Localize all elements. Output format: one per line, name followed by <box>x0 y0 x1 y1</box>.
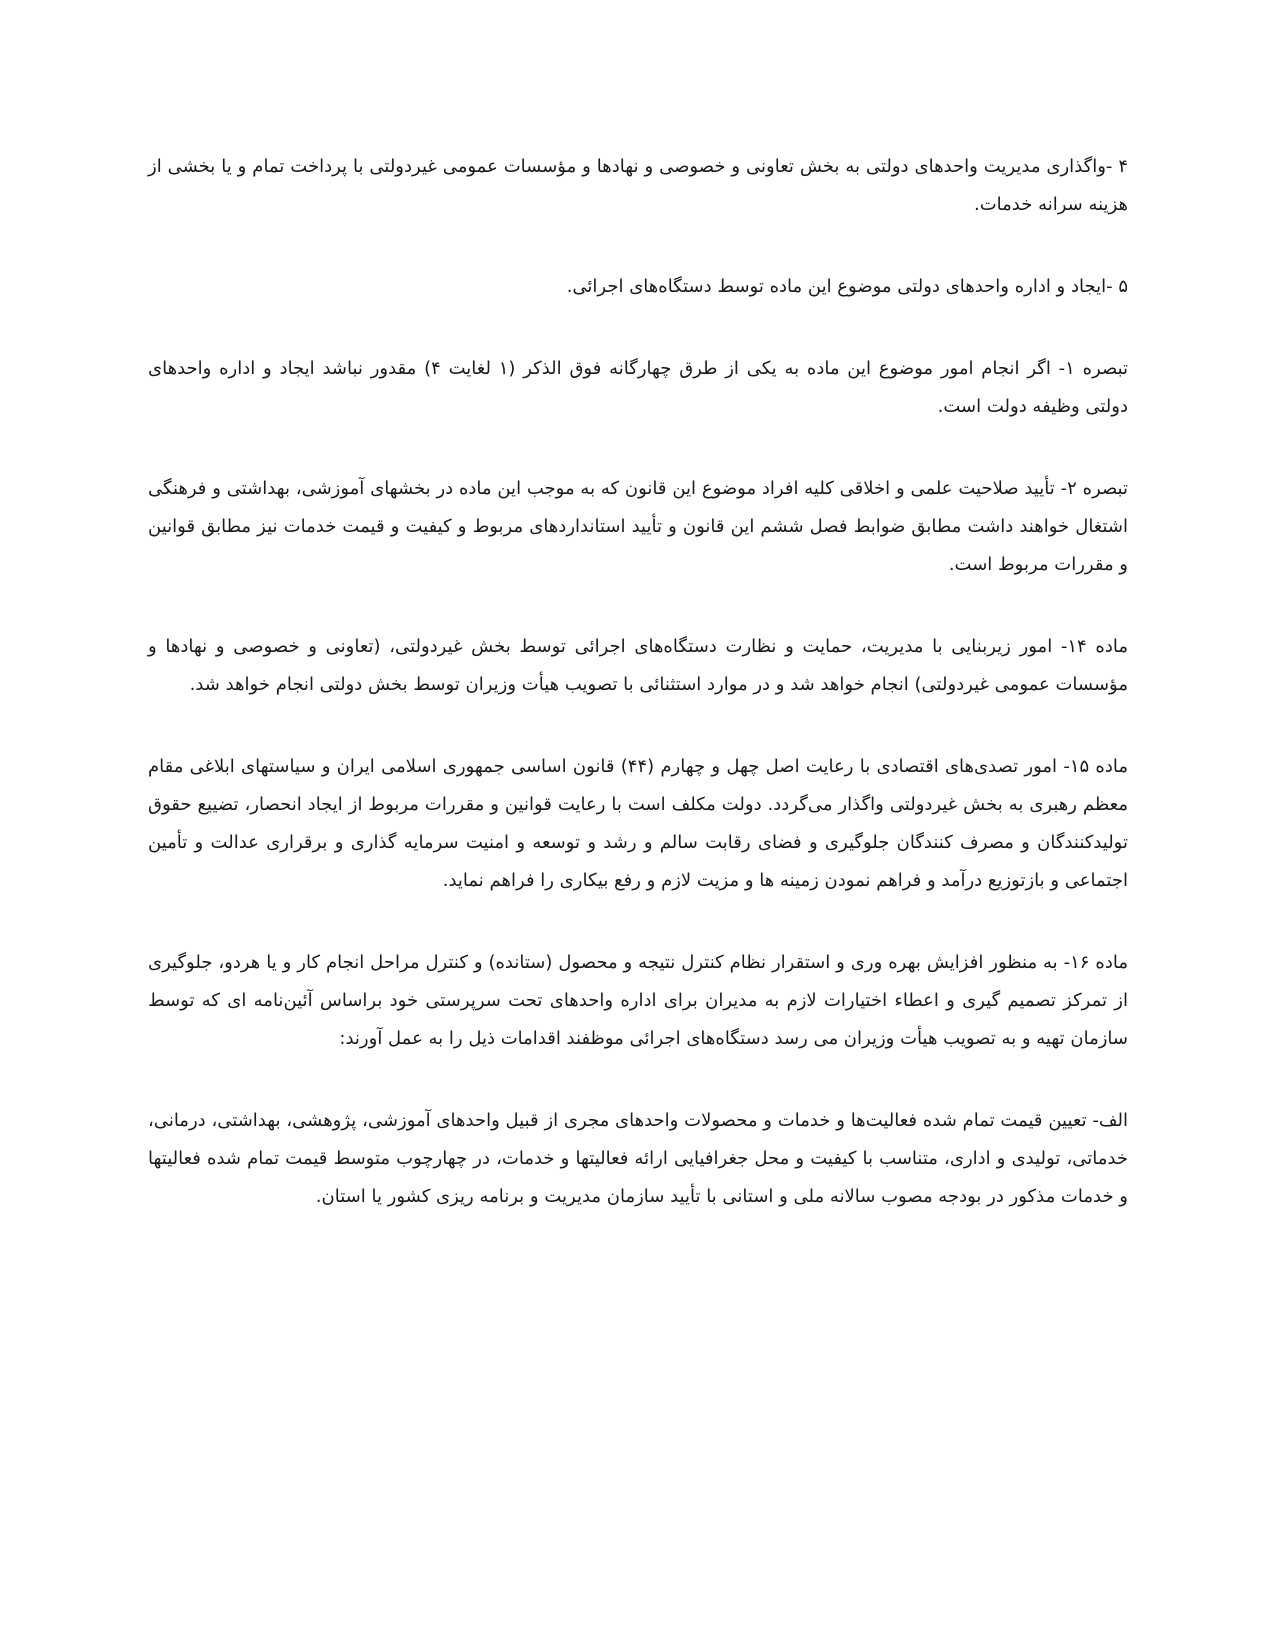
note-1: تبصره ۱- اگر انجام امور موضوع این ماده به یکی از طرق چهارگانه فوق الذکر (۱ لغایت ۴) مقدور نباشد ایجاد و اداره واحدهای دولتی وظیفه دولت است. <box>148 358 1129 417</box>
article-14: ماده ۱۴- امور زیربنایی با مدیریت، حمایت و نظارت دستگاه‌های اجرائی توسط بخش غیردولتی، (تعاونی و خصوصی و نهادها و مؤسسات عمومی غیردولتی) انجام خواهد شد و در موارد استثنائی با تصویب هیأت وزیران توسط بخش دولتی انجام خواهد شد. <box>148 636 1129 695</box>
clause-4: ۴ -واگذاری مدیریت واحدهای دولتی به بخش تعاونی و خصوصی و نهادها و مؤسسات عمومی غیردولتی با پرداخت تمام و یا بخشی از هزینه سرانه خدمات. <box>148 156 1128 215</box>
document-page <box>148 148 1128 1260</box>
clause-5: ۵ -ایجاد و اداره واحدهای دولتی موضوع این ماده توسط دستگاه‌های اجرائی. <box>566 276 1128 297</box>
article-15: ماده ۱۵- امور تصدی‌های اقتصادی با رعایت اصل چهل و چهارم (۴۴) قانون اساسی جمهوری اسلامی ایران و سیاستهای ابلاغی مقام معظم رهبری به بخش غیردولتی واگذار می‌گردد. دولت مکلف است با رعایت قوانین و مقررات مربوط از ایجاد انحصار، تضییع حقوق تولیدکنندگان و مصرف کنندگان جلوگیری و فضای رقابت سالم و رشد و توسعه و امنیت سرمایه گذاری و برقراری عدالت و تأمین اجتماعی و بازتوزیع درآمد و فراهم نمودن زمینه ها و مزیت لازم و رفع بیکاری را فراهم نماید. <box>148 756 1129 891</box>
note-2: تبصره ۲- تأیید صلاحیت علمی و اخلاقی کلیه افراد موضوع این قانون که به موجب این ماده در بخشهای آموزشی، بهداشتی و فرهنگی اشتغال خواهند داشت مطابق ضوابط فصل ششم این قانون و تأیید استانداردهای مربوط و کیفیت و قیمت خدمات نیز مطابق قوانین و مقررات مربوط است. <box>148 478 1128 575</box>
article-16: ماده ۱۶- به منظور افزایش بهره وری و استقرار نظام کنترل نتیجه و محصول (ستانده) و کنترل مراحل انجام کار و یا هردو، جلوگیری از تمرکز تصمیم گیری و اعطاء اختیارات لازم به مدیران برای اداره واحدهای تحت سرپرستی خود براساس آئین‌نامه ای که توسط سازمان تهیه و به تصویب هیأت وزیران می رسد دستگاه‌های اجرائی موظفند اقدامات ذیل را به عمل آورند: <box>148 952 1128 1049</box>
article-16-item-a: الف- تعیین قیمت تمام شده فعالیت‌ها و خدمات و محصولات واحدهای مجری از قبیل واحدهای آموزشی، پژوهشی، بهداشتی، درمانی، خدماتی، تولیدی و اداری، متناسب با کیفیت و محل جغرافیایی ارائه فعالیتها و خدمات، در چهارچوب متوسط قیمت تمام شده فعالیتها و خدمات مذکور در بودجه مصوب سالانه ملی و استانی با تأیید سازمان مدیریت و برنامه ریزی کشور یا استان. <box>148 1110 1128 1207</box>
